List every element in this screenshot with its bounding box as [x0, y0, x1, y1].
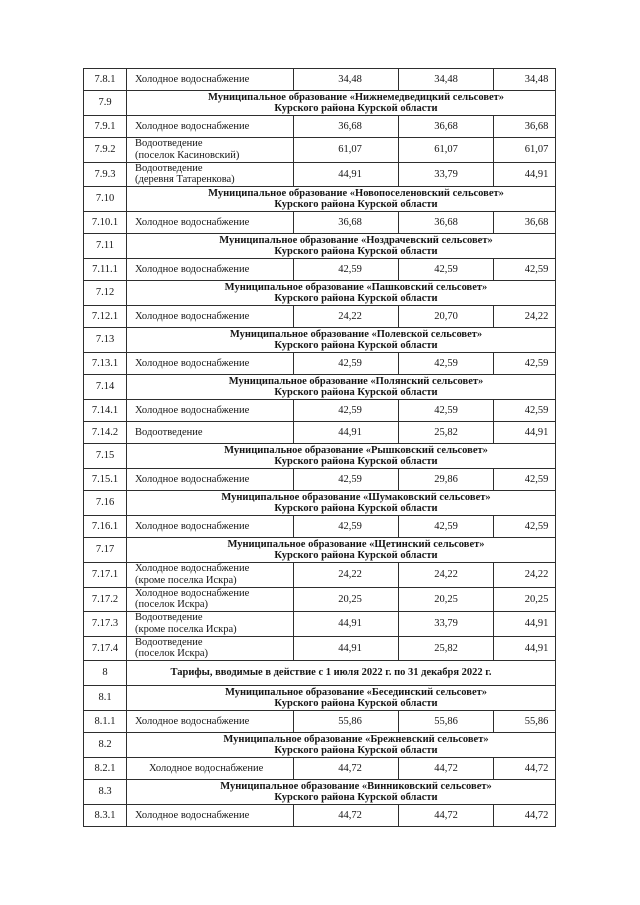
- service-name-line: Холодное водоснабжение: [135, 310, 250, 322]
- municipality-title: [127, 328, 556, 353]
- row-number: 7.9.3: [84, 162, 127, 187]
- tariff-value: 24,22: [494, 306, 556, 328]
- tariff-value: 61,07: [294, 138, 399, 163]
- tariff-value: 36,68: [399, 116, 494, 138]
- municipality-title-line: Курского района Курской области: [274, 698, 438, 709]
- tariff-value: 44,91: [494, 162, 556, 187]
- tariff-value: 34,48: [399, 69, 494, 91]
- municipality-title-line: Муниципальное образование «Рышковский сельсовет»: [224, 444, 488, 456]
- service-name-line: Холодное водоснабжение: [135, 473, 250, 485]
- tariff-table: [83, 68, 556, 827]
- tariff-row: [84, 353, 556, 375]
- row-number: 8.3.1: [84, 805, 127, 827]
- municipality-title-line: Муниципальное образование «Полевской сельсовет»: [229, 328, 483, 340]
- tariff-row: [84, 711, 556, 733]
- tariff-value: 42,59: [494, 259, 556, 281]
- tariff-row: [84, 69, 556, 91]
- tariff-value: 42,59: [399, 400, 494, 422]
- section-number: 7.13: [84, 328, 127, 353]
- municipality-title: [127, 281, 556, 306]
- row-number: 7.11.1: [84, 259, 127, 281]
- municipality-header-row: [84, 375, 556, 400]
- service-name: [127, 162, 294, 187]
- tariff-value: 33,79: [399, 162, 494, 187]
- service-name-line: Холодное водоснабжение: [149, 762, 264, 774]
- tariff-value: 44,91: [294, 162, 399, 187]
- tariff-value: 44,91: [494, 636, 556, 661]
- service-name-line: Холодное водоснабжение: [135, 263, 250, 275]
- municipality-header-row: [84, 91, 556, 116]
- service-location-line: (поселок Искра): [135, 599, 209, 611]
- municipality-title: [127, 686, 556, 711]
- tariff-value: 44,91: [294, 612, 399, 637]
- tariff-value: 44,72: [494, 805, 556, 827]
- tariff-value: 55,86: [294, 711, 399, 733]
- tariff-row: [84, 306, 556, 328]
- service-name: [127, 563, 294, 588]
- tariff-value: 44,91: [494, 422, 556, 444]
- tariff-value: 25,82: [399, 636, 494, 661]
- tariff-row: [84, 212, 556, 234]
- tariff-value: 42,59: [494, 469, 556, 491]
- municipality-title-line: Курского района Курской области: [274, 293, 438, 304]
- service-name: [127, 587, 294, 612]
- row-number: 7.12.1: [84, 306, 127, 328]
- period-title-line: Тарифы, вводимые в действие с 1 июля 2022 г. по 31 декабря 2022 г.: [170, 667, 492, 679]
- service-name: [127, 138, 294, 163]
- row-number: 8.1.1: [84, 711, 127, 733]
- tariff-row: [84, 516, 556, 538]
- row-number: 7.14.2: [84, 422, 127, 444]
- tariff-value: 42,59: [294, 469, 399, 491]
- municipality-title: [127, 234, 556, 259]
- tariff-value: 44,72: [399, 805, 494, 827]
- service-name: [127, 612, 294, 637]
- service-name: [127, 400, 294, 422]
- service-name-line: Холодное водоснабжение: [135, 73, 250, 85]
- row-number: 7.15.1: [84, 469, 127, 491]
- row-number: 7.17.1: [84, 563, 127, 588]
- section-number: 7.15: [84, 444, 127, 469]
- tariff-value: 36,68: [294, 212, 399, 234]
- row-number: 7.16.1: [84, 516, 127, 538]
- section-number: 8: [84, 661, 127, 686]
- section-number: 8.3: [84, 780, 127, 805]
- service-name: [127, 711, 294, 733]
- municipality-title-line: Курского района Курской области: [274, 199, 438, 210]
- municipality-title-line: Муниципальное образование «Полянский сельсовет»: [228, 375, 484, 387]
- tariff-row: [84, 138, 556, 163]
- row-number: 7.10.1: [84, 212, 127, 234]
- row-number: 7.9.2: [84, 138, 127, 163]
- tariff-value: 36,68: [494, 212, 556, 234]
- tariff-value: 44,91: [294, 636, 399, 661]
- service-location-line: (деревня Татаренкова): [135, 174, 235, 186]
- municipality-title-line: Муниципальное образование «Винниковский сельсовет»: [220, 780, 492, 792]
- row-number: 7.17.3: [84, 612, 127, 637]
- tariff-value: 42,59: [294, 259, 399, 281]
- section-number: 7.12: [84, 281, 127, 306]
- municipality-header-row: [84, 780, 556, 805]
- section-number: 7.10: [84, 187, 127, 212]
- tariff-value: 44,72: [294, 758, 399, 780]
- row-number: 7.14.1: [84, 400, 127, 422]
- row-number: 7.17.4: [84, 636, 127, 661]
- municipality-title: [127, 375, 556, 400]
- section-number: 8.1: [84, 686, 127, 711]
- tariff-value: 61,07: [399, 138, 494, 163]
- tariff-row: [84, 563, 556, 588]
- service-name: [127, 212, 294, 234]
- service-name: [127, 805, 294, 827]
- section-number: 7.17: [84, 538, 127, 563]
- service-name-line: Водоотведение: [135, 138, 203, 150]
- tariff-value: 20,70: [399, 306, 494, 328]
- municipality-title: [127, 491, 556, 516]
- municipality-title: [127, 733, 556, 758]
- tariff-row: [84, 400, 556, 422]
- municipality-title: [127, 780, 556, 805]
- service-name: [127, 469, 294, 491]
- tariff-row: [84, 758, 556, 780]
- tariff-value: 42,59: [294, 516, 399, 538]
- service-name-line: Холодное водоснабжение: [135, 587, 250, 599]
- tariff-value: 36,68: [294, 116, 399, 138]
- municipality-header-row: [84, 234, 556, 259]
- municipality-title-line: Курского района Курской области: [274, 503, 438, 514]
- tariff-document: [83, 68, 555, 827]
- service-name-line: Холодное водоснабжение: [135, 357, 250, 369]
- tariff-value: 44,72: [399, 758, 494, 780]
- tariff-value: 44,72: [294, 805, 399, 827]
- service-name-line: Холодное водоснабжение: [135, 520, 250, 532]
- tariff-row: [84, 116, 556, 138]
- service-name-line: Холодное водоснабжение: [135, 715, 250, 727]
- tariff-value: 36,68: [494, 116, 556, 138]
- tariff-row: [84, 636, 556, 661]
- section-number: 7.9: [84, 91, 127, 116]
- municipality-title-line: Муниципальное образование «Новопоселеновский сельсовет»: [208, 187, 504, 199]
- municipality-title: [127, 444, 556, 469]
- service-name-line: Водоотведение: [135, 162, 203, 174]
- tariff-value: 42,59: [494, 516, 556, 538]
- tariff-value: 24,22: [294, 306, 399, 328]
- row-number: 8.2.1: [84, 758, 127, 780]
- tariff-value: 25,82: [399, 422, 494, 444]
- tariff-value: 42,59: [399, 353, 494, 375]
- tariff-value: 42,59: [399, 259, 494, 281]
- municipality-title: [127, 538, 556, 563]
- service-location-line: (кроме поселка Искра): [135, 623, 237, 635]
- municipality-title: [127, 91, 556, 116]
- period-header-row: [84, 661, 556, 686]
- tariff-value: 36,68: [399, 212, 494, 234]
- service-location-line: (кроме поселка Искра): [135, 574, 237, 586]
- municipality-header-row: [84, 328, 556, 353]
- tariff-row: [84, 805, 556, 827]
- municipality-title-line: Курского района Курской области: [274, 340, 438, 351]
- tariff-value: 55,86: [494, 711, 556, 733]
- tariff-value: 44,91: [494, 612, 556, 637]
- service-name: [127, 758, 294, 780]
- tariff-value: 20,25: [494, 587, 556, 612]
- municipality-title-line: Муниципальное образование «Нижнемедведицкий сельсовет»: [207, 91, 505, 103]
- service-name: [127, 516, 294, 538]
- tariff-value: 44,72: [494, 758, 556, 780]
- tariff-value: 42,59: [399, 516, 494, 538]
- tariff-row: [84, 162, 556, 187]
- service-name-line: Холодное водоснабжение: [135, 563, 250, 575]
- municipality-title-line: Курского района Курской области: [274, 246, 438, 257]
- service-name-line: Холодное водоснабжение: [135, 120, 250, 132]
- tariff-row: [84, 612, 556, 637]
- municipality-title-line: Курского района Курской области: [274, 387, 438, 398]
- service-name-line: Холодное водоснабжение: [135, 809, 250, 821]
- municipality-header-row: [84, 733, 556, 758]
- tariff-value: 29,86: [399, 469, 494, 491]
- municipality-title-line: Муниципальное образование «Бесединский сельсовет»: [224, 686, 488, 698]
- tariff-value: 42,59: [494, 400, 556, 422]
- municipality-title-line: Курского района Курской области: [274, 550, 438, 561]
- municipality-title-line: Муниципальное образование «Ноздрачевский сельсовет»: [219, 234, 493, 246]
- tariff-value: 42,59: [494, 353, 556, 375]
- municipality-title-line: Курского района Курской области: [274, 456, 438, 467]
- tariff-row: [84, 587, 556, 612]
- tariff-row: [84, 469, 556, 491]
- tariff-value: 55,86: [399, 711, 494, 733]
- service-name-line: Водоотведение: [135, 426, 203, 438]
- municipality-header-row: [84, 187, 556, 212]
- tariff-value: 24,22: [399, 563, 494, 588]
- row-number: 7.8.1: [84, 69, 127, 91]
- municipality-title-line: Курского района Курской области: [274, 745, 438, 756]
- tariff-value: 20,25: [399, 587, 494, 612]
- section-number: 7.14: [84, 375, 127, 400]
- tariff-value: 42,59: [294, 353, 399, 375]
- service-name: [127, 422, 294, 444]
- tariff-value: 24,22: [294, 563, 399, 588]
- municipality-header-row: [84, 538, 556, 563]
- municipality-title-line: Муниципальное образование «Брежневский сельсовет»: [223, 733, 489, 745]
- service-name: [127, 69, 294, 91]
- tariff-value: 34,48: [494, 69, 556, 91]
- section-number: 7.11: [84, 234, 127, 259]
- row-number: 7.13.1: [84, 353, 127, 375]
- tariff-value: 33,79: [399, 612, 494, 637]
- municipality-title-line: Курского района Курской области: [274, 792, 438, 803]
- municipality-title-line: Курского района Курской области: [274, 103, 438, 114]
- row-number: 7.9.1: [84, 116, 127, 138]
- row-number: 7.17.2: [84, 587, 127, 612]
- municipality-title-line: Муниципальное образование «Шумаковский сельсовет»: [221, 491, 491, 503]
- municipality-title-line: Муниципальное образование «Пашковский сельсовет»: [224, 281, 488, 293]
- service-name-line: Водоотведение: [135, 636, 203, 648]
- tariff-value: 42,59: [294, 400, 399, 422]
- section-number: 7.16: [84, 491, 127, 516]
- service-name: [127, 636, 294, 661]
- municipality-header-row: [84, 281, 556, 306]
- municipality-title-line: Муниципальное образование «Щетинский сельсовет»: [227, 538, 485, 550]
- municipality-header-row: [84, 491, 556, 516]
- service-name: [127, 353, 294, 375]
- tariff-row: [84, 259, 556, 281]
- municipality-header-row: [84, 686, 556, 711]
- tariff-value: 24,22: [494, 563, 556, 588]
- service-name-line: Водоотведение: [135, 612, 203, 624]
- tariff-row: [84, 422, 556, 444]
- service-location-line: (поселок Касиновский): [135, 149, 240, 161]
- section-number: 8.2: [84, 733, 127, 758]
- service-name: [127, 306, 294, 328]
- tariff-value: 34,48: [294, 69, 399, 91]
- tariff-value: 44,91: [294, 422, 399, 444]
- service-name-line: Холодное водоснабжение: [135, 404, 250, 416]
- municipality-header-row: [84, 444, 556, 469]
- tariff-value: 61,07: [494, 138, 556, 163]
- municipality-title: [127, 187, 556, 212]
- tariff-value: 20,25: [294, 587, 399, 612]
- service-location-line: (поселок Искра): [135, 648, 209, 660]
- service-name: [127, 259, 294, 281]
- period-title: [127, 661, 556, 686]
- service-name-line: Холодное водоснабжение: [135, 216, 250, 228]
- service-name: [127, 116, 294, 138]
